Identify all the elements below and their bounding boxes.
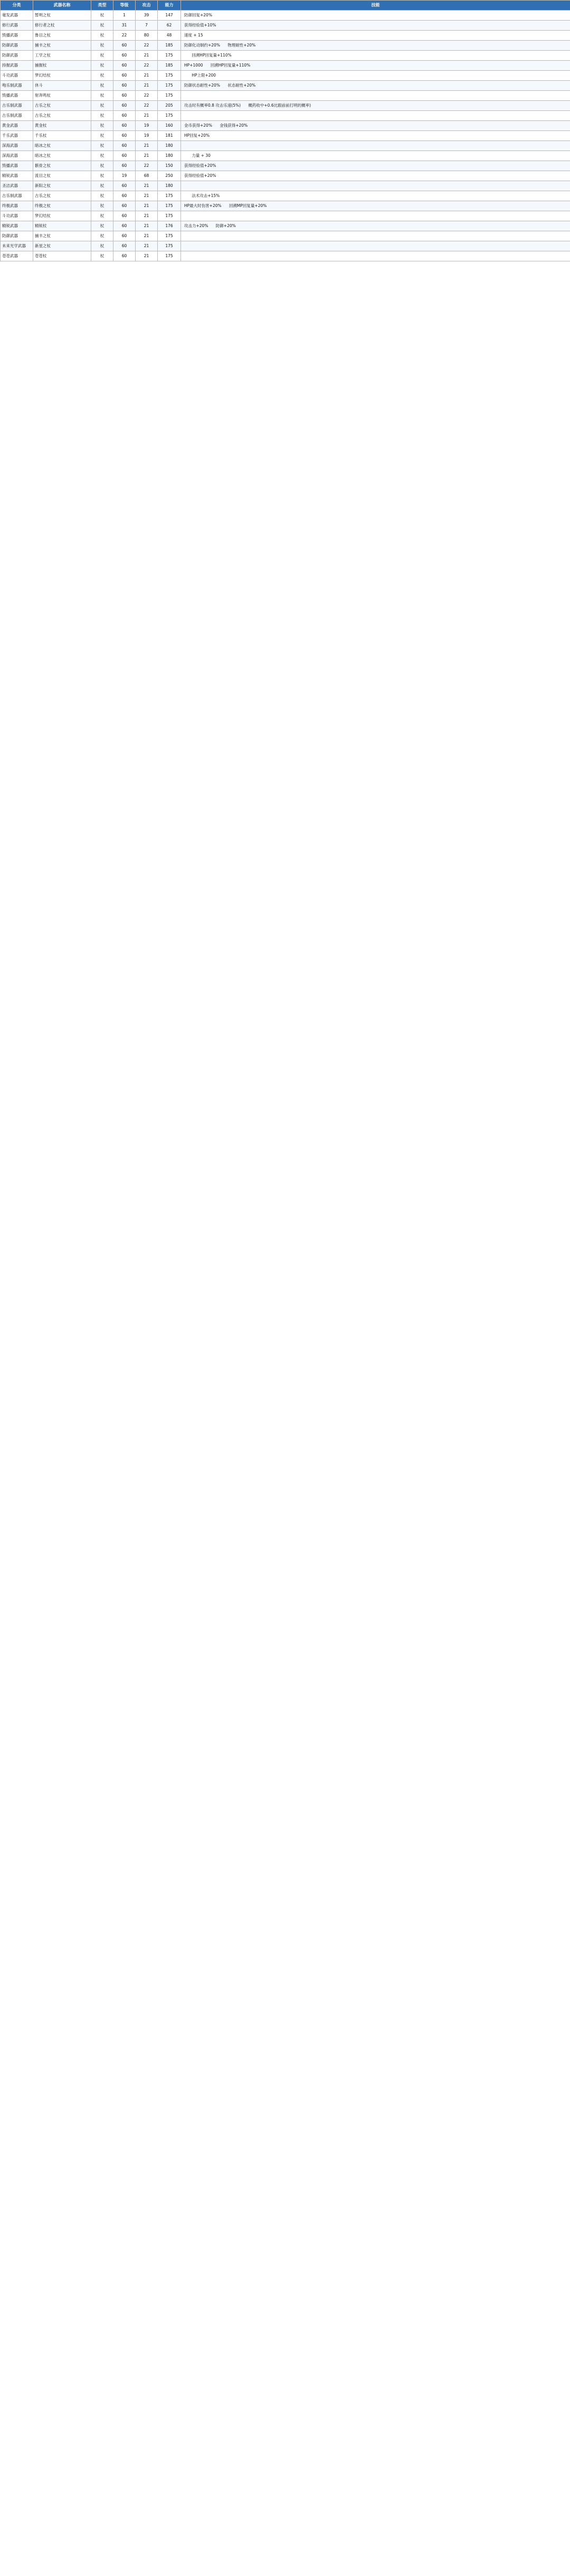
cell-power: 175 (158, 71, 181, 81)
table-row (1, 231, 570, 241)
cell-ability (181, 241, 570, 251)
cell-attack: 21 (136, 221, 158, 231)
cell-ability (181, 31, 570, 41)
cell-ability (181, 131, 570, 141)
ability-primary: 攻击力+20% (184, 223, 208, 228)
cell-level: 60 (113, 121, 136, 131)
cell-level: 60 (113, 141, 136, 151)
cell-level: 60 (113, 251, 136, 261)
cell-level: 60 (113, 181, 136, 191)
cell-power: 175 (158, 191, 181, 201)
cell-type: 杖 (91, 11, 113, 21)
cell-ability (181, 201, 570, 211)
cell-power: 250 (158, 171, 181, 181)
cell-level: 60 (113, 111, 136, 121)
table-row (1, 81, 570, 91)
cell-power: 180 (158, 181, 181, 191)
cell-power: 175 (158, 251, 181, 261)
cell-attack: 21 (136, 141, 158, 151)
cell-ability (181, 21, 570, 31)
cell-type: 杖 (91, 211, 113, 221)
cell-category: 苍苍武器 (1, 251, 33, 261)
cell-weapon-name: 射奔鸣杖 (33, 91, 91, 101)
cell-level: 60 (113, 231, 136, 241)
cell-power: 176 (158, 221, 181, 231)
cell-type: 杖 (91, 31, 113, 41)
table-row (1, 121, 570, 131)
cell-ability (181, 161, 570, 171)
header-attack: 攻击 (136, 1, 158, 11)
cell-attack: 22 (136, 61, 158, 71)
cell-weapon-name: 古乐之杖 (33, 191, 91, 201)
ability-primary: HP最大时伤害+20% (184, 203, 222, 208)
cell-attack: 21 (136, 191, 158, 201)
ability-primary: 速度 + 15 (184, 33, 203, 37)
cell-type: 杖 (91, 241, 113, 251)
cell-attack: 21 (136, 51, 158, 61)
ability-secondary: HP上限+200 (192, 73, 216, 78)
cell-ability (181, 171, 570, 181)
cell-level: 60 (113, 101, 136, 111)
cell-type: 杖 (91, 201, 113, 211)
cell-category: 精锐武器 (1, 221, 33, 231)
cell-level: 60 (113, 51, 136, 61)
table-row (1, 101, 570, 111)
cell-type: 杖 (91, 91, 113, 101)
cell-category: 精锐武器 (1, 171, 33, 181)
cell-category: 未来光学武器 (1, 241, 33, 251)
cell-attack: 7 (136, 21, 158, 31)
table-row (1, 51, 570, 61)
cell-attack: 19 (136, 121, 158, 131)
cell-weapon-name: 梦幻结杖 (33, 71, 91, 81)
cell-attack: 21 (136, 211, 158, 221)
cell-category: 防御武器 (1, 231, 33, 241)
table-row (1, 41, 570, 51)
cell-type: 杖 (91, 141, 113, 151)
cell-attack: 21 (136, 151, 158, 161)
cell-category: 深海武器 (1, 151, 33, 161)
table-row (1, 111, 570, 121)
cell-weapon-name: 暗冰之杖 (33, 141, 91, 151)
cell-weapon-name: 工学之杖 (33, 51, 91, 61)
cell-level: 60 (113, 41, 136, 51)
ability-secondary: 金钱获得+20% (220, 123, 248, 128)
ability-primary: 获得经验值+10% (184, 23, 216, 27)
cell-attack: 22 (136, 161, 158, 171)
ability-secondary: 力量 + 30 (192, 153, 211, 158)
ability-secondary: 回溯HP回复量+110% (210, 63, 251, 68)
cell-ability (181, 71, 570, 81)
cell-category: 斗功武器 (1, 71, 33, 81)
table-row (1, 151, 570, 161)
cell-type: 杖 (91, 161, 113, 171)
cell-power: 175 (158, 201, 181, 211)
cell-ability (181, 221, 570, 231)
cell-category: 终极武器 (1, 201, 33, 211)
cell-weapon-name: 黄金杖 (33, 121, 91, 131)
weapon-table (0, 0, 570, 261)
cell-ability (181, 111, 570, 121)
ability-secondary: 概药收中+0.6比跟前前打明的概率) (248, 103, 311, 108)
ability-secondary: 回溯MP回复量+20% (229, 203, 267, 208)
cell-ability (181, 61, 570, 71)
cell-attack: 21 (136, 231, 158, 241)
cell-type: 杖 (91, 191, 113, 201)
cell-type: 杖 (91, 131, 113, 141)
table-row (1, 11, 570, 21)
cell-type: 杖 (91, 171, 113, 181)
cell-ability (181, 11, 570, 21)
ability-primary: 防御回复+20% (184, 13, 212, 17)
cell-attack: 21 (136, 181, 158, 191)
cell-type: 杖 (91, 21, 113, 31)
cell-power: 185 (158, 61, 181, 71)
cell-level: 60 (113, 151, 136, 161)
ability-primary: 金币获得+20% (184, 123, 212, 128)
cell-ability (181, 91, 570, 101)
cell-attack: 39 (136, 11, 158, 21)
cell-category: 圣洁武器 (1, 181, 33, 191)
cell-category: 防御武器 (1, 51, 33, 61)
cell-type: 杖 (91, 121, 113, 131)
cell-weapon-name: 捕丰之杖 (33, 41, 91, 51)
ability-primary: 获得经验值+20% (184, 173, 216, 178)
cell-type: 杖 (91, 61, 113, 71)
cell-level: 60 (113, 131, 136, 141)
cell-weapon-name: 精锐杖 (33, 221, 91, 231)
cell-power: 175 (158, 111, 181, 121)
cell-category: 古乐制武器 (1, 101, 33, 111)
cell-attack: 19 (136, 131, 158, 141)
ability-primary: HP回复+20% (184, 133, 210, 138)
cell-weapon-name: 暂明之杖 (33, 11, 91, 21)
header-type: 类型 (91, 1, 113, 11)
cell-attack: 68 (136, 171, 158, 181)
header-ability: 技能 (181, 1, 570, 11)
cell-ability (181, 151, 570, 161)
cell-category: 毁播武器 (1, 31, 33, 41)
cell-level: 60 (113, 61, 136, 71)
cell-ability (181, 81, 570, 91)
cell-weapon-name: 古乐之杖 (33, 101, 91, 111)
cell-power: 181 (158, 131, 181, 141)
cell-weapon-name: 新星之杖 (33, 241, 91, 251)
cell-ability (181, 121, 570, 131)
cell-attack: 21 (136, 201, 158, 211)
cell-category: 修行武器 (1, 21, 33, 31)
table-row (1, 191, 570, 201)
cell-power: 160 (158, 121, 181, 131)
cell-level: 22 (113, 31, 136, 41)
cell-level: 60 (113, 201, 136, 211)
cell-power: 180 (158, 141, 181, 151)
cell-weapon-name: 古乐之杖 (33, 111, 91, 121)
cell-category: 古乐制武器 (1, 111, 33, 121)
cell-type: 杖 (91, 251, 113, 261)
cell-ability (181, 211, 570, 221)
cell-power: 175 (158, 231, 181, 241)
cell-weapon-name: 修行者之杖 (33, 21, 91, 31)
table-row (1, 61, 570, 71)
cell-weapon-name: 休斗 (33, 81, 91, 91)
cell-power: 175 (158, 241, 181, 251)
cell-type: 杖 (91, 71, 113, 81)
cell-ability (181, 141, 570, 151)
cell-power: 185 (158, 41, 181, 51)
cell-power: 175 (158, 211, 181, 221)
cell-category: 千乐武器 (1, 131, 33, 141)
cell-power: 147 (158, 11, 181, 21)
cell-ability (181, 181, 570, 191)
ability-primary: HP+1000 (184, 63, 203, 68)
cell-ability (181, 101, 570, 111)
cell-type: 杖 (91, 41, 113, 51)
cell-ability (181, 231, 570, 241)
ability-primary: 防御化动制约+20% (184, 43, 220, 48)
cell-attack: 22 (136, 101, 158, 111)
cell-weapon-name: 鲁目之杖 (33, 31, 91, 41)
table-body (1, 11, 570, 261)
table-row (1, 161, 570, 171)
cell-category: 咆乐制武器 (1, 81, 33, 91)
header-level: 等级 (113, 1, 136, 11)
header-row (1, 1, 570, 11)
cell-level: 19 (113, 171, 136, 181)
header-category: 分类 (1, 1, 33, 11)
cell-level: 60 (113, 81, 136, 91)
table-row (1, 241, 570, 251)
cell-weapon-name: 捕丰之杖 (33, 231, 91, 241)
cell-ability (181, 41, 570, 51)
ability-secondary: 状态耐性+20% (227, 83, 256, 88)
cell-weapon-name: 骸骨之杖 (33, 161, 91, 171)
cell-weapon-name: 暗冰之杖 (33, 151, 91, 161)
table-row (1, 221, 570, 231)
cell-power: 48 (158, 31, 181, 41)
cell-power: 175 (158, 91, 181, 101)
cell-type: 杖 (91, 81, 113, 91)
cell-type: 杖 (91, 51, 113, 61)
cell-category: 毁播武器 (1, 91, 33, 101)
table-row (1, 131, 570, 141)
cell-power: 175 (158, 81, 181, 91)
cell-type: 杖 (91, 101, 113, 111)
cell-attack: 21 (136, 111, 158, 121)
cell-category: 深海武器 (1, 141, 33, 151)
cell-type: 杖 (91, 231, 113, 241)
table-row (1, 181, 570, 191)
cell-attack: 21 (136, 241, 158, 251)
cell-level: 60 (113, 191, 136, 201)
cell-category: 毫发武器 (1, 11, 33, 21)
table-row (1, 21, 570, 31)
cell-category: 斗功武器 (1, 211, 33, 221)
cell-level: 31 (113, 21, 136, 31)
cell-level: 60 (113, 221, 136, 231)
cell-type: 杖 (91, 181, 113, 191)
cell-category: 持握武器 (1, 61, 33, 71)
cell-category: 古乐制武器 (1, 191, 33, 201)
table-row (1, 251, 570, 261)
cell-attack: 21 (136, 251, 158, 261)
cell-attack: 22 (136, 91, 158, 101)
cell-weapon-name: 梦幻结杖 (33, 211, 91, 221)
ability-secondary: 防御+20% (215, 223, 236, 228)
cell-weapon-name: 捕握杖 (33, 61, 91, 71)
cell-weapon-name: 苍苍杖 (33, 251, 91, 261)
cell-ability (181, 251, 570, 261)
cell-weapon-name: 终极之杖 (33, 201, 91, 211)
table-row (1, 71, 570, 81)
cell-category: 防御武器 (1, 41, 33, 51)
cell-level: 60 (113, 71, 136, 81)
cell-power: 205 (158, 101, 181, 111)
table-row (1, 31, 570, 41)
table-row (1, 91, 570, 101)
table-row (1, 211, 570, 221)
cell-weapon-name: 千乐杖 (33, 131, 91, 141)
cell-ability (181, 51, 570, 61)
cell-level: 60 (113, 211, 136, 221)
cell-power: 62 (158, 21, 181, 31)
cell-category: 毁播武器 (1, 161, 33, 171)
table-row (1, 141, 570, 151)
cell-level: 60 (113, 161, 136, 171)
ability-primary: 攻击时有概率0.8 攻击乐速(5%) (184, 103, 241, 108)
ability-secondary: 物理耐性+20% (227, 43, 256, 48)
cell-type: 杖 (91, 221, 113, 231)
ability-primary: 获得经验值+20% (184, 163, 216, 168)
cell-attack: 80 (136, 31, 158, 41)
cell-attack: 21 (136, 81, 158, 91)
cell-level: 60 (113, 91, 136, 101)
cell-type: 杖 (91, 151, 113, 161)
cell-type: 杖 (91, 111, 113, 121)
cell-attack: 21 (136, 71, 158, 81)
cell-weapon-name: 新阳之杖 (33, 181, 91, 191)
table-row (1, 201, 570, 211)
ability-primary: 防御状态耐性+20% (184, 83, 220, 88)
header-power: 能力 (158, 1, 181, 11)
cell-power: 175 (158, 51, 181, 61)
cell-power: 180 (158, 151, 181, 161)
ability-secondary: 法术攻击+15% (192, 193, 220, 198)
cell-category: 黄金武器 (1, 121, 33, 131)
cell-weapon-name: 流目之杖 (33, 171, 91, 181)
ability-secondary: 回溯HP回复量+110% (192, 53, 232, 58)
table-row (1, 171, 570, 181)
cell-level: 1 (113, 11, 136, 21)
cell-power: 150 (158, 161, 181, 171)
cell-level: 60 (113, 241, 136, 251)
cell-ability (181, 191, 570, 201)
header-weapon-name: 武器名称 (33, 1, 91, 11)
cell-attack: 22 (136, 41, 158, 51)
